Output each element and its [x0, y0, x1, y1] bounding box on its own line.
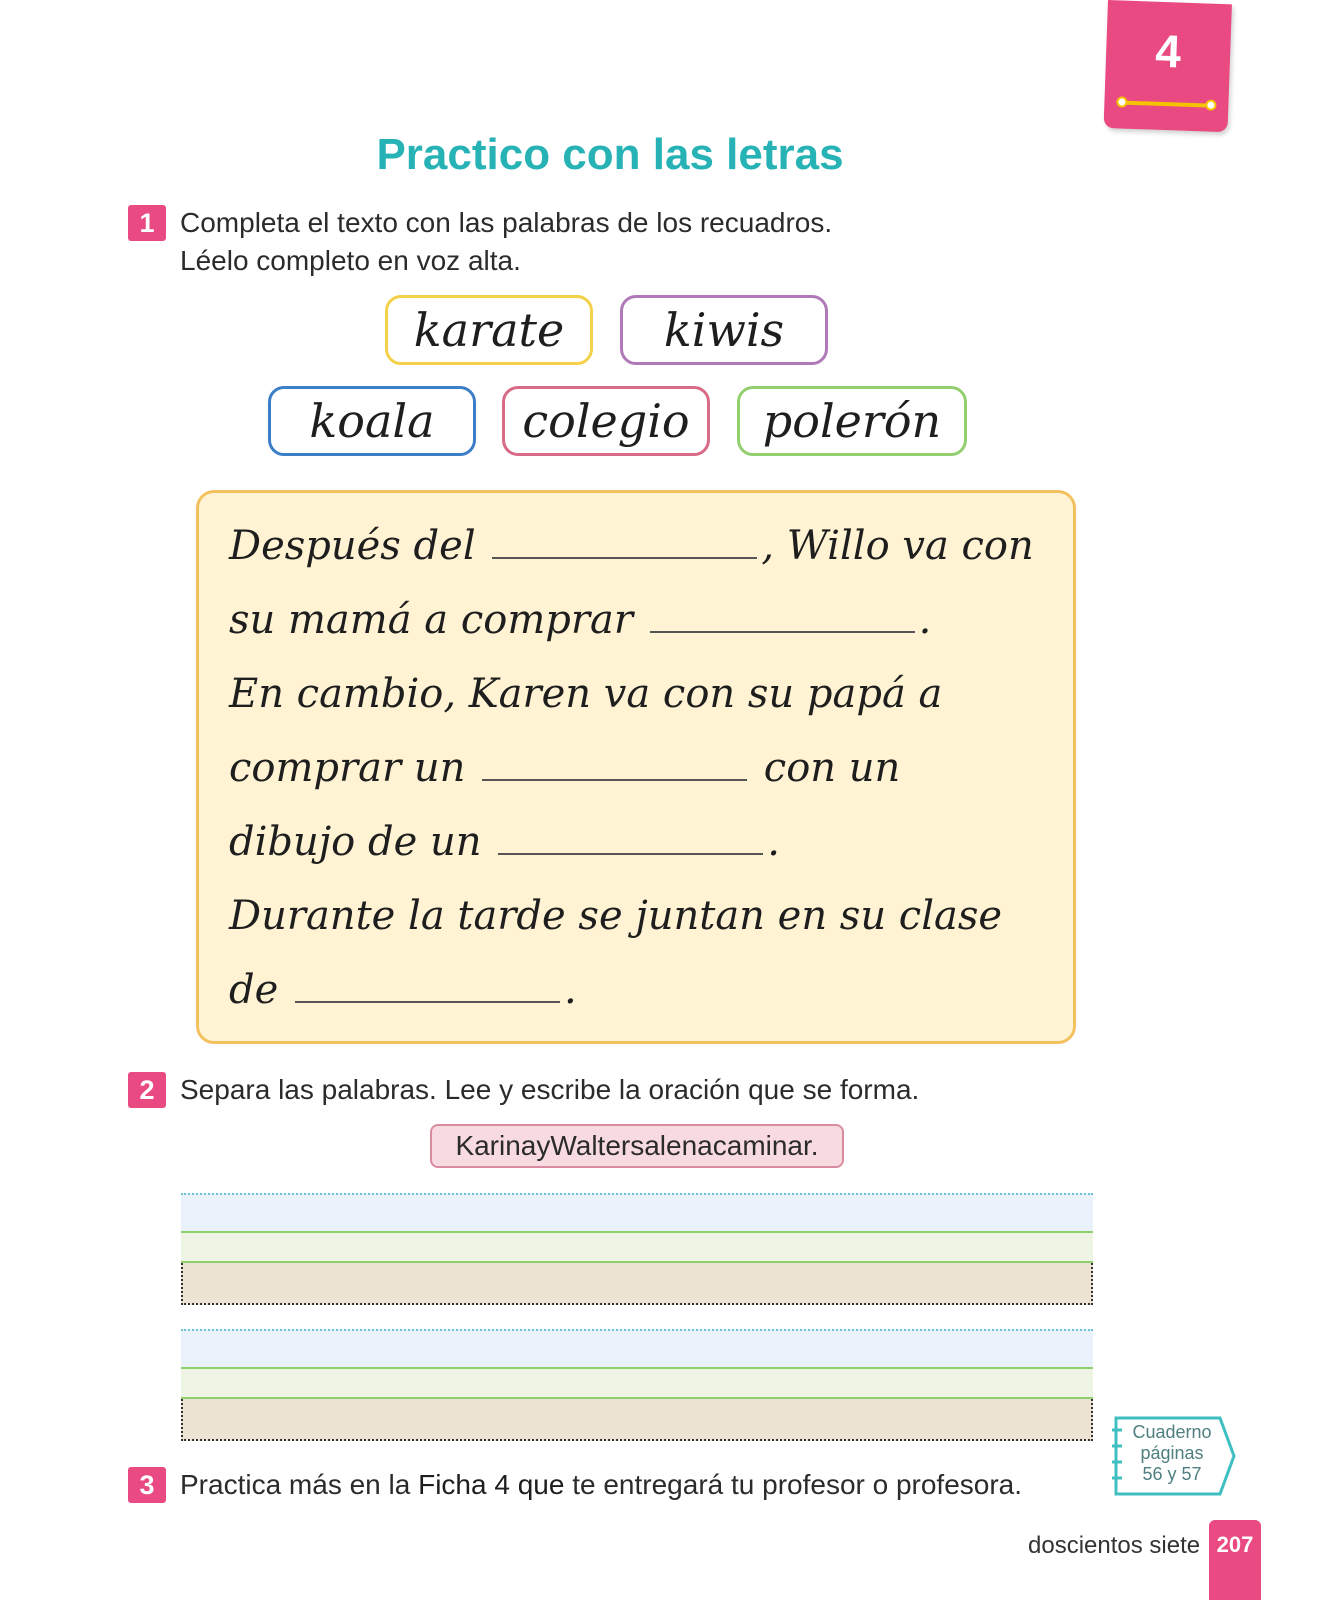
unit-tab-bar [1120, 100, 1212, 107]
page-title: Practico con las letras [376, 130, 844, 179]
writing-line-1[interactable] [181, 1193, 1093, 1305]
writing-band-top [181, 1193, 1093, 1231]
joined-sentence-chip: KarinayWaltersalenacaminar. [430, 1124, 844, 1168]
blank-1[interactable] [492, 555, 757, 559]
word-box-poleron: polerón [737, 386, 967, 456]
activity-3-badge: 3 [128, 1467, 166, 1503]
cuaderno-line2: páginas [1140, 1443, 1204, 1463]
word-box-colegio: colegio [502, 386, 710, 456]
writing-band-bottom [181, 1399, 1093, 1441]
unit-tab-dot-left [1116, 96, 1127, 107]
cuaderno-line3: 56 y 57 [1142, 1464, 1202, 1484]
story-line-3: En cambio, Karen va con su papá a [229, 671, 943, 717]
blank-5[interactable] [295, 999, 560, 1003]
story-line-7 [229, 967, 577, 1013]
blank-3[interactable] [482, 777, 747, 781]
activity-3-ficha: Ficha 4 que [418, 1469, 565, 1500]
activity-1-badge: 1 [128, 205, 166, 241]
activity-3-text: Practica más en la [180, 1469, 419, 1500]
story-box [196, 490, 1076, 1044]
cuaderno-reference [1112, 1416, 1237, 1496]
word-box-karate: karate [385, 295, 593, 365]
story-text: su mamá a comprar [229, 597, 633, 643]
story-text: , Willo va con [761, 523, 1034, 569]
story-text: Después del [229, 523, 476, 569]
story-text: con un [763, 745, 901, 791]
word-box-kiwis: kiwis [620, 295, 828, 365]
story-line-4 [229, 745, 900, 791]
story-text: . [564, 967, 577, 1013]
blank-2[interactable] [650, 629, 915, 633]
word-box-koala: koala [268, 386, 476, 456]
cuaderno-line1: Cuaderno [1132, 1422, 1212, 1442]
story-line-2 [229, 597, 931, 643]
writing-band-mid [181, 1367, 1093, 1399]
blank-4[interactable] [498, 851, 763, 855]
story-text: de [229, 967, 279, 1013]
writing-band-top [181, 1329, 1093, 1367]
activity-2-badge: 2 [128, 1072, 166, 1108]
story-text: . [767, 819, 780, 865]
story-text: comprar un [229, 745, 466, 791]
page-number: 207 [1209, 1520, 1261, 1600]
activity-1-line1: Completa el texto con las palabras de los recuadros. [180, 207, 833, 238]
activity-1-line2: Léelo completo en voz alta. [180, 245, 521, 276]
story-text: . [918, 597, 932, 643]
page-number-words: doscientos siete [1028, 1532, 1201, 1559]
writing-band-mid [181, 1231, 1093, 1263]
unit-number: 4 [1154, 24, 1182, 78]
activity-1-instruction [180, 204, 832, 280]
story-text: dibujo de un [229, 819, 482, 865]
writing-line-2[interactable] [181, 1329, 1093, 1441]
cuaderno-text [1122, 1422, 1222, 1485]
activity-3-instruction [180, 1466, 1022, 1504]
unit-tab-dot-right [1205, 99, 1216, 110]
activity-3-text: te entregará tu profesor o profesora. [564, 1469, 1023, 1500]
activity-2-instruction: Separa las palabras. Lee y escribe la oración que se forma. [180, 1074, 920, 1105]
unit-tab [1104, 0, 1232, 132]
writing-band-bottom [181, 1263, 1093, 1305]
story-line-5 [229, 819, 780, 865]
story-line-1 [229, 523, 1034, 569]
story-line-6: Durante la tarde se juntan en su clase [229, 893, 1003, 939]
